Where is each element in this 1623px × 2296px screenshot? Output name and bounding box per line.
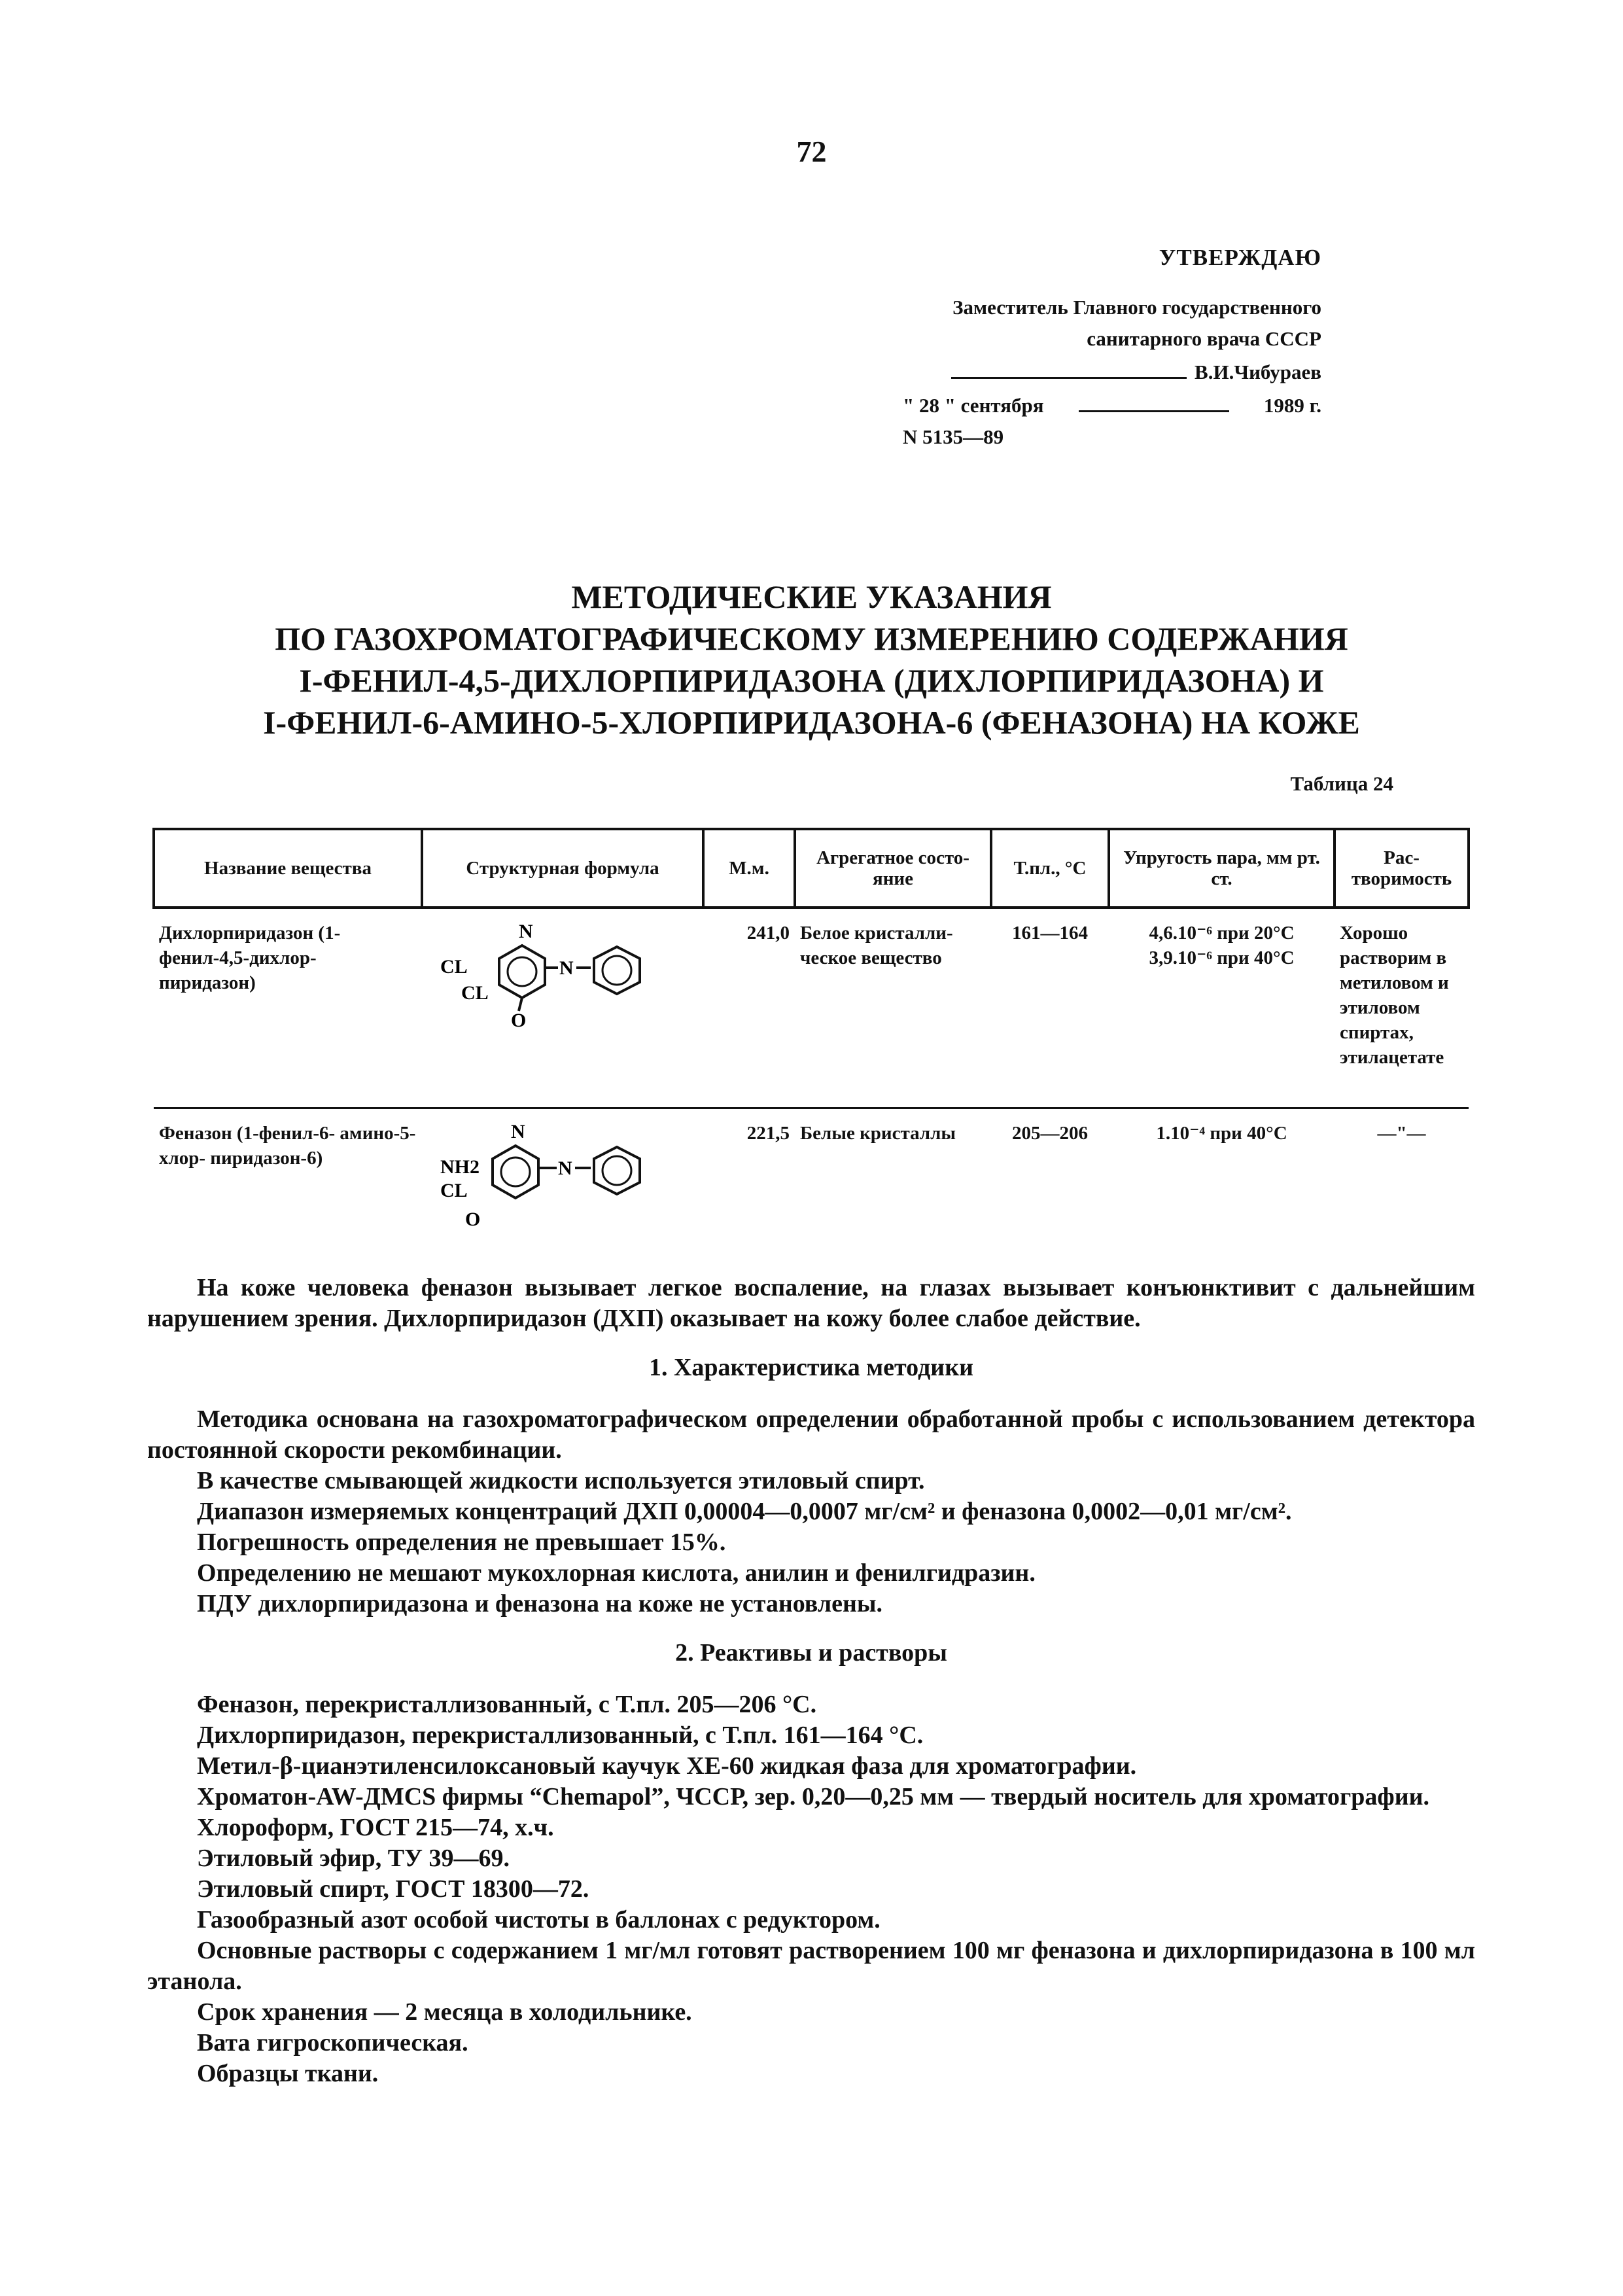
formula-link-n: N xyxy=(559,957,574,979)
ring-circle xyxy=(602,1156,631,1185)
formula-sub2-label: CL xyxy=(461,982,489,1004)
header-state: Агрегатное состо- яние xyxy=(795,829,991,908)
formula-o-label: O xyxy=(465,1209,481,1230)
cell-state: Белые кристаллы xyxy=(800,1123,956,1144)
cell-tpl: 161—164 xyxy=(991,908,1109,1108)
document-title xyxy=(0,576,1623,743)
header-formula: Структурная формула xyxy=(422,829,703,908)
section2-paragraph: Хроматон-AW-ДМСS фирмы “Chemapol”, ЧССР, зер. 0,20—0,25 мм — твердый носитель для хроматографии. xyxy=(197,1783,1429,1810)
ring-circle xyxy=(501,1157,530,1186)
section1-paragraph: Погрешность определения не превышает 15%. xyxy=(197,1528,726,1556)
pyridazine-ring xyxy=(499,945,545,998)
cell-mm: 221,5 xyxy=(746,1123,790,1144)
intro-paragraph: На коже человека феназон вызывает легкое воспаление, на глазах вызывает конъюнктивит с дальнейшим нарушением зрения. Дихлорпиридазон (ДХП) оказывает на кожу более слабое действие. xyxy=(147,1274,1475,1332)
section1-heading: 1. Характеристика методики xyxy=(648,1354,973,1381)
date-blank xyxy=(1079,388,1229,412)
page-number: 72 xyxy=(796,135,827,168)
cell-solubility: —"— xyxy=(1377,1123,1426,1144)
phenyl-ring xyxy=(594,1147,640,1194)
formula-link-n: N xyxy=(558,1157,572,1179)
vapor-line: 1.10⁻⁴ при 40°С xyxy=(1156,1123,1287,1144)
approval-number: N 5135—89 xyxy=(903,425,1004,448)
cell-formula xyxy=(422,1108,703,1252)
formula-n-label: N xyxy=(519,921,533,942)
table-header-row xyxy=(154,829,1469,908)
formula-sub2-label: CL xyxy=(440,1180,468,1201)
section2-paragraph: Феназон, перекристаллизованный, с Т.пл. 205—206 °С. xyxy=(197,1691,817,1718)
table-row xyxy=(154,1108,1469,1252)
section2-paragraph: Образцы ткани. xyxy=(197,2060,379,2087)
approval-position-line1: Заместитель Главного государственного xyxy=(952,296,1321,319)
title-line: I-ФЕНИЛ-6-АМИНО-5-ХЛОРПИРИДАЗОНА-6 (ФЕНАЗОНА) НА КОЖЕ xyxy=(263,704,1360,741)
section1-paragraph: ПДУ дихлорпиридазона и феназона на коже не установлены. xyxy=(197,1590,883,1617)
formula-sub1-label: NH2 xyxy=(440,1156,480,1178)
ring-circle xyxy=(602,956,631,985)
vapor-line: 3,9.10⁻⁶ при 40°С xyxy=(1149,947,1295,968)
ring-circle xyxy=(508,957,536,986)
section2-paragraph: Срок хранения — 2 месяца в холодильнике. xyxy=(197,1998,692,2026)
cell-name: Феназон (1-фенил-6- амино-5-хлор- пиридазон-6) xyxy=(159,1123,416,1169)
vapor-line: 4,6.10⁻⁶ при 20°С xyxy=(1149,923,1295,944)
section2-paragraph: Газообразный азот особой чистоты в баллонах с редуктором. xyxy=(197,1906,881,1934)
section2-paragraph: Этиловый спирт, ГОСТ 18300—72. xyxy=(197,1875,589,1903)
section2-paragraph: Метил-β-цианэтиленсилоксановый каучук ХЕ-60 жидкая фаза для хроматографии. xyxy=(197,1752,1137,1780)
formula-n-label: N xyxy=(511,1121,525,1142)
cell-formula xyxy=(422,908,703,1108)
title-line: МЕТОДИЧЕСКИЕ УКАЗАНИЯ xyxy=(571,578,1052,615)
header-solubility: Рас- творимость xyxy=(1335,829,1469,908)
header-mm: М.м. xyxy=(703,829,795,908)
body-text xyxy=(147,1273,1475,2089)
section1-paragraph: Диапазон измеряемых концентраций ДХП 0,00004—0,0007 мг/см² и феназона 0,0002—0,01 мг/см². xyxy=(197,1498,1292,1525)
cell-name: Дихлорпиридазон (1-фенил-4,5-дихлор- пиридазон) xyxy=(154,908,422,1108)
header-tpl: Т.пл., °С xyxy=(991,829,1109,908)
cell-vapor xyxy=(1109,908,1335,1108)
cell-solubility: Хорошо растворим в метиловом и этиловом спиртах, этилацетате xyxy=(1335,908,1469,1108)
approval-date-year: 1989 г. xyxy=(1263,394,1321,417)
fenazone-structure xyxy=(427,1121,695,1239)
title-line: ПО ГАЗОХРОМАТОГРАФИЧЕСКОМУ ИЗМЕРЕНИЮ СОДЕРЖАНИЯ xyxy=(275,620,1348,657)
section2-paragraph: Вата гигроскопическая. xyxy=(197,2029,468,2057)
section2-heading: 2. Реактивы и растворы xyxy=(675,1639,947,1667)
approval-date xyxy=(903,388,1321,421)
section1-paragraph: Методика основана на газохроматографическом определении обработанной пробы с использованием детектора постоянной скорости рекомбинации. xyxy=(147,1405,1475,1464)
formula-o-label: O xyxy=(511,1010,527,1031)
cell-mm: 241,0 xyxy=(703,908,795,1108)
section2-paragraph: Хлороформ, ГОСТ 215—74, х.ч. xyxy=(197,1814,554,1841)
substances-table xyxy=(152,828,1467,1252)
cell-tpl: 205—206 xyxy=(1012,1123,1088,1144)
section2-paragraph: Дихлорпиридазон, перекристаллизованный, с Т.пл. 161—164 °С. xyxy=(197,1722,924,1749)
section2-paragraph: Этиловый эфир, ТУ 39—69. xyxy=(197,1845,510,1872)
header-name: Название вещества xyxy=(154,829,422,908)
table-label: Таблица 24 xyxy=(1290,772,1393,795)
cell-state: Белое кристалли- ческое вещество xyxy=(795,908,991,1108)
approval-block xyxy=(903,242,1321,453)
section2-paragraph: Основные растворы с содержанием 1 мг/мл готовят растворением 100 мг феназона и дихлорпиридазона в 100 мл этанола. xyxy=(147,1937,1475,1995)
pyridazine-ring xyxy=(493,1146,538,1198)
dichlorpyridazone-structure xyxy=(427,921,695,1051)
header-vapor: Упругость пара, мм рт. ст. xyxy=(1109,829,1335,908)
title-line: I-ФЕНИЛ-4,5-ДИХЛОРПИРИДАЗОНА (ДИХЛОРПИРИДАЗОНА) И xyxy=(299,662,1324,699)
approval-date-day: " 28 " сентября xyxy=(903,394,1044,417)
approval-signer: В.И.Чибураев xyxy=(1195,361,1321,383)
approval-position-line2: санитарного врача СССР xyxy=(1087,327,1321,350)
table-row xyxy=(154,908,1469,1108)
section1-paragraph: В качестве смывающей жидкости используется этиловый спирт. xyxy=(197,1467,925,1494)
signature-blank xyxy=(951,355,1187,379)
approval-title: УТВЕРЖДАЮ xyxy=(1159,245,1321,270)
section1-paragraph: Определению не мешают мукохлорная кислота, анилин и фенилгидразин. xyxy=(197,1559,1036,1587)
phenyl-ring xyxy=(594,947,640,994)
cell-vapor xyxy=(1109,1108,1335,1252)
bond xyxy=(519,998,522,1011)
formula-sub1-label: CL xyxy=(440,956,468,978)
signature-line xyxy=(903,355,1321,388)
